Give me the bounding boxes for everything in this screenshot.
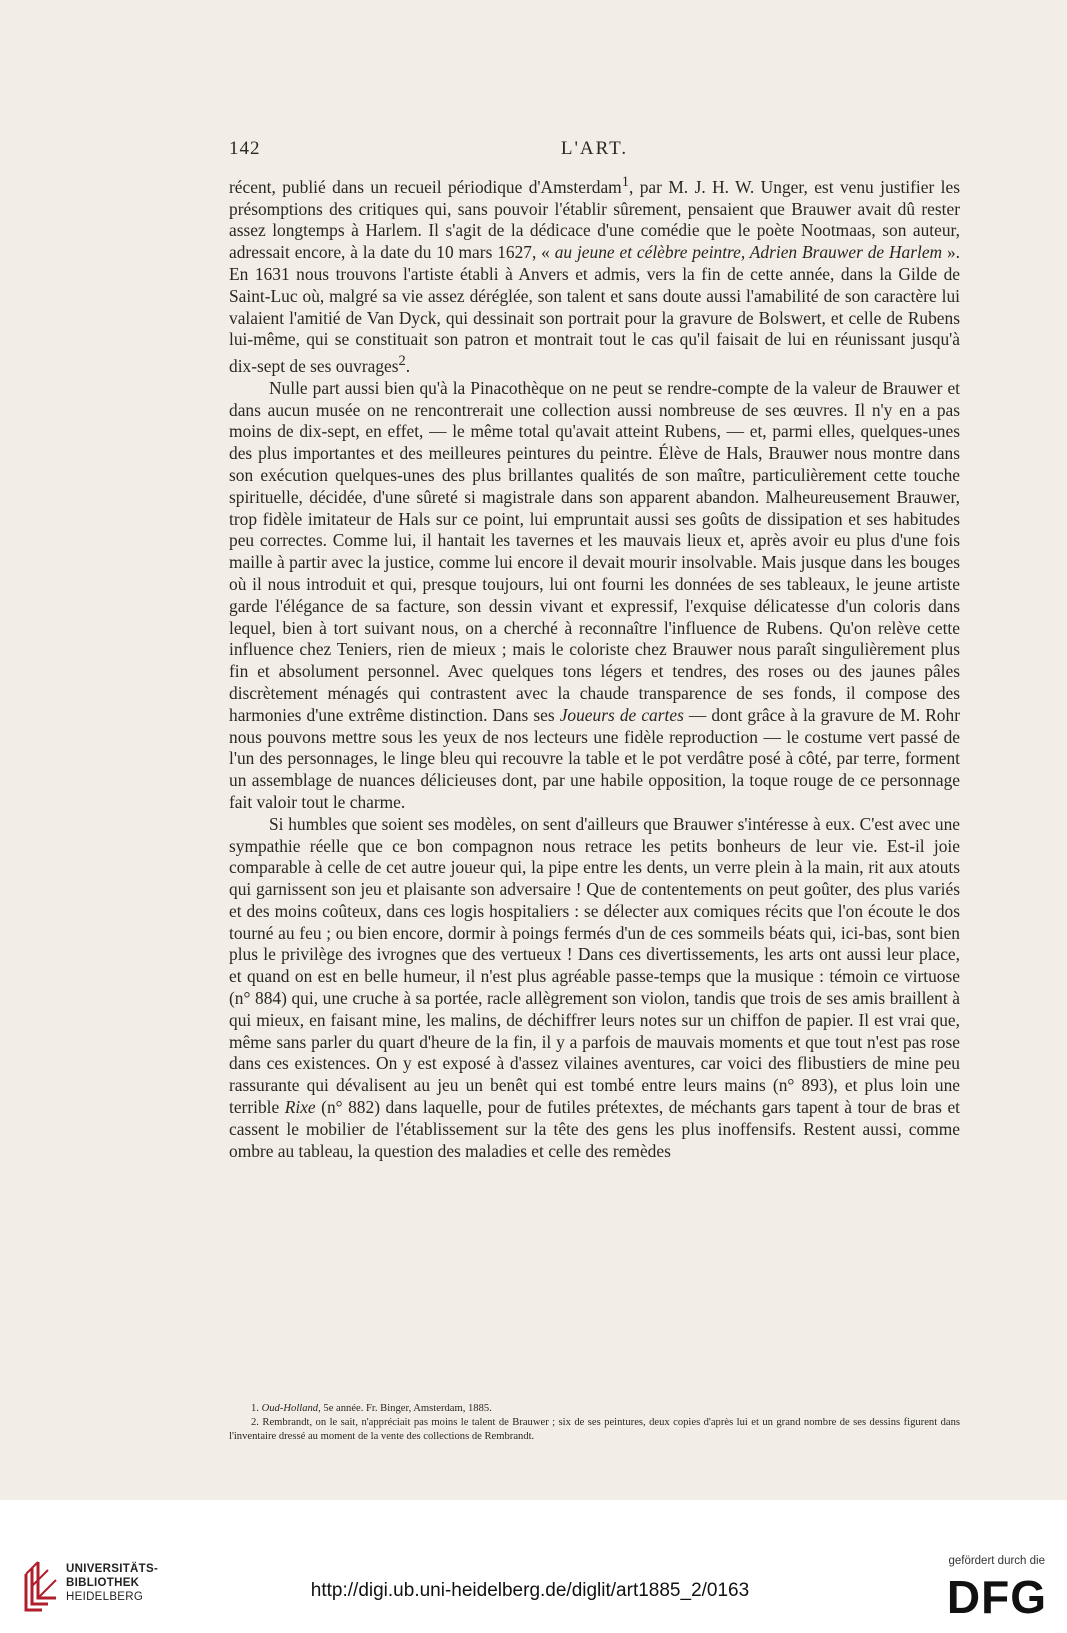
- dfg-logo: DFG: [946, 1571, 1047, 1623]
- page-number: 142: [229, 138, 261, 159]
- footnotes: [229, 1402, 960, 1444]
- paragraph-2: Nulle part aussi bien qu'à la Pinacothèque on ne peut se rendre-compte de la valeur de Brauwer et dans aucun musée on ne rencontrerait une collection aussi nombreuse de ses œuvres. Il n'y en a pas moins de dix-sept, en effet, — le même total qu'avait atteint Rubens, — et, parmi elles, quelques-unes des plus importantes et des meilleures peintures du peintre. Élève de Hals, Brauwer nous montre dans son exécution quelques-unes des plus brillantes qualités de son maître, particulièrement cette touche spirituelle, décidée, d'une sûreté si magistrale dans son apparent abandon. Malheureusement Brauwer, trop fidèle imitateur de Hals sur ce point, lui empruntait aussi ses goûts de dissipation et ses habitudes peu correctes. Comme lui, il hantait les tavernes et les mauvais lieux et, après avoir eu plus d'une fois maille à partir avec la justice, comme lui encore il devait mourir insolvable. Mais jusque dans les bouges où il nous introduit et qui, presque toujours, lui ont fourni les données de ses tableaux, le jeune artiste garde l'élégance de sa facture, son dessin vivant et expressif, l'exquise délicatesse d'un coloris dans lequel, bien à tort suivant nous, on a cherché à reconnaître l'influence de Rubens. Qu'on relève cette influence chez Teniers, rien de mieux ; mais le coloriste chez Brauwer nous paraît singulièrement plus fin et absolument personnel. Avec quelques tons légers et tendres, des roses ou des jaunes pâles discrètement ménagés qui contrastent avec la chaude transparence de ses fonds, il compose des harmonies d'une extrême distinction. Dans ses Joueurs de cartes — dont grâce à la gravure de M. Rohr nous pouvons mettre sous les yeux de nos lecteurs une fidèle reproduction — le costume vert passé de l'un des personnages, le linge bleu qui recouvre la table et le pot verdâtre posé à côté, par terre, forment un assemblage de nuances délicieuses dont, par une habile opposition, la toque rouge de ce personnage fait valoir tout le charme.: [229, 377, 960, 812]
- painting-title-joueurs: Joueurs de cartes: [559, 704, 684, 725]
- university-library-logo-icon: [22, 1556, 60, 1612]
- footnote-1: 1. Oud-Holland, 5e année. Fr. Binger, Amsterdam, 1885.: [251, 1403, 492, 1414]
- paragraph-3: Si humbles que soient ses modèles, on sent d'ailleurs que Brauwer s'intéresse à eux. C'est avec une sympathie réelle que ce bon compagnon nous retrace les petits bonheurs de leur vie. Est-il joie comparable à celle de cet autre joueur qui, la pipe entre les dents, un verre plein à la main, rit aux atouts qui garnissent son jeu et plaisante son adversaire ! Que de contentements on peut goûter, des plus variés et des moins coûteux, dans ces logis hospitaliers : se délecter aux comiques récits que l'on écoute le dos tourné au feu ; ou bien encore, dormir à poings fermés d'un de ces sommeils béats qui, ici-bas, sont bien plus le privilège des ivrognes que des vertueux ! Dans ces divertissements, les arts ont aussi leur place, et quand on est en belle humeur, il n'est plus agréable passe-temps que la musique : témoin ce virtuose (n° 884) qui, une cruche à sa portée, racle allègrement son violon, tandis que trois de ses amis braillent à qui mieux, en faisant mine, les malins, de déchiffrer leurs notes sur un chiffon de papier. Il est vrai que, même sans parler du quart d'heure de la fin, il y a parfois de mauvais moments et que tout n'est pas rose dans ces existences. On y est exposé à d'assez vilaines aventures, car voici des flibustiers de mine peu rassurante qui dévalisent au jeu un benêt qui est tombé entre leurs mains (n° 893), et plus loin une terrible Rixe (n° 882) dans laquelle, pour de futiles prétextes, de méchants gars tapent à tour de bras et cassent le mobilier de l'établissement sur la tête des gens les plus inoffensifs. Restent aussi, comme ombre au tableau, la question des maladies et celle des remèdes: [229, 813, 961, 1161]
- dedication-quote: au jeune et célèbre peintre, Adrien Brauwer de Harlem: [554, 242, 943, 263]
- page-header: [229, 138, 960, 162]
- footnote-ref-1: 1: [621, 174, 629, 190]
- article-body: [229, 172, 960, 1162]
- painting-title-rixe: Rixe: [284, 1097, 316, 1118]
- running-title: L'ART.: [560, 138, 629, 159]
- paragraph-1: récent, publié dans un recueil périodique d'Amsterdam$^1$, par M. J. H. W. Unger, est venu justifier les présomptions des critiques qui, sans pouvoir l'établir sûrement, pensaient que Brauwer avait dû rester assez longtemps à Harlem. Il s'agit de la dédicace d'une comédie que le poète Nootmaas, son auteur, adressait encore, à la date du 10 mars 1627, « au jeune et célèbre peintre, Adrien Brauwer de Harlem ». En 1631 nous trouvons l'artiste établi à Anvers et admis, vers la fin de cette année, dans la Gilde de Saint-Luc où, malgré sa vie assez déréglée, son talent et sans doute aussi l'amabilité de son caractère lui valaient l'amitié de Van Dyck, qui dessinait son portrait pour la gravure de Bolswert, et celle de Rubens lui-même, qui se constituait son patron et montrait tout le cas qu'il faisait de lui en réunissant jusqu'à dix-sept de ses ouvrages$^2$.: [229, 174, 960, 376]
- footnote-2: 2. Rembrandt, on le sait, n'appréciait pas moins le talent de Brauwer ; six de ses peintures, deux copies d'après lui et un grand nombre de ses dessins figurent dans l'inventaire dressé au moment de la vente des collections de Rembrandt.: [229, 1417, 960, 1442]
- permalink-url[interactable]: http://digi.ub.uni-heidelberg.de/diglit/art1885_2/0163: [310, 1580, 750, 1601]
- digitization-footer: [0, 1500, 1067, 1633]
- funded-by-label: gefördert durch die: [948, 1555, 1045, 1567]
- library-name: UNIVERSITÄTS- BIBLIOTHEK HEIDELBERG: [66, 1563, 159, 1603]
- footnote-ref-2: 2: [398, 353, 406, 370]
